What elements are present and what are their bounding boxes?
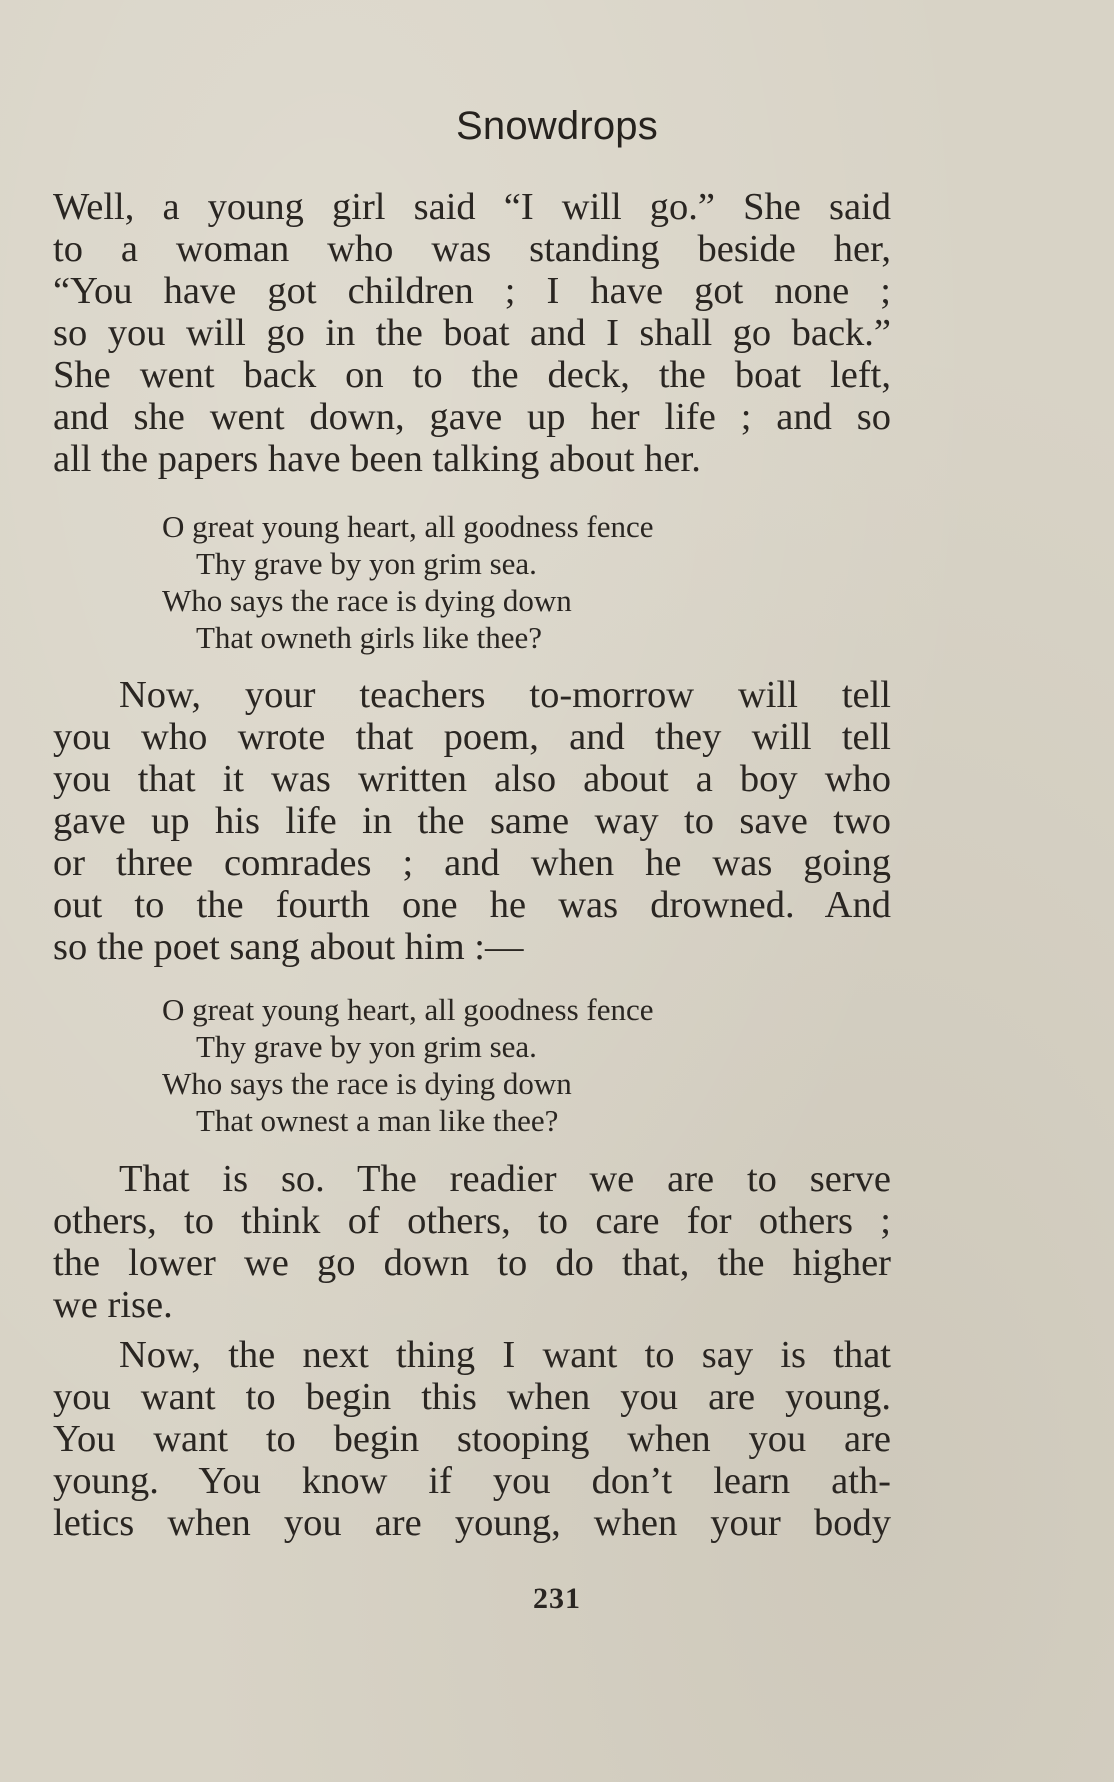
text-line: gave up his life in the same way to save two [53,800,891,842]
text-line: we rise. [53,1284,173,1326]
paragraph-3 [53,1158,891,1326]
text-line: so you will go in the boat and I shall go back.” [53,312,891,354]
verse-line: Who says the race is dying down [162,583,572,618]
text-line: and she went down, gave up her life ; and so [53,396,891,438]
text-line: all the papers have been talking about her. [53,438,701,480]
paragraph-4 [53,1334,891,1544]
paragraph-1 [53,186,891,480]
text-line: Now, the next thing I want to say is that [119,1334,891,1376]
text-line: out to the fourth one he was drowned. And [53,884,891,926]
verse-line: That owneth girls like thee? [196,620,543,655]
text-line: you that it was written also about a boy who [53,758,891,800]
text-line: “You have got children ; I have got none ; [53,270,891,312]
text-line: Now, your teachers to-morrow will tell [119,674,891,716]
text-line: so the poet sang about him :— [53,926,524,968]
verse-line: Thy grave by yon grim sea. [196,546,537,581]
text-line: young. You know if you don’t learn ath- [53,1460,891,1502]
text-line: others, to think of others, to care for others ; [53,1200,891,1242]
text-line: the lower we go down to do that, the higher [53,1242,891,1284]
text-line: She went back on to the deck, the boat left, [53,354,891,396]
running-head-title: Snowdrops [456,104,658,148]
verse-line: Who says the race is dying down [162,1066,572,1101]
text-line: to a woman who was standing beside her, [53,228,891,270]
text-line: letics when you are young, when your body [53,1502,891,1544]
verse-line: That ownest a man like thee? [196,1103,559,1138]
text-line: That is so. The readier we are to serve [119,1158,891,1200]
text-line: Well, a young girl said “I will go.” She said [53,186,891,228]
page-number: 231 [533,1582,581,1615]
verse-stanza-1 [162,508,654,656]
verse-stanza-2 [162,991,654,1139]
text-line: you want to begin this when you are young. [53,1376,891,1418]
verse-line: O great young heart, all goodness fence [162,509,654,544]
text-line: or three comrades ; and when he was going [53,842,891,884]
verse-line: Thy grave by yon grim sea. [196,1029,537,1064]
verse-line: O great young heart, all goodness fence [162,992,654,1027]
paragraph-2 [53,674,891,968]
text-line: You want to begin stooping when you are [53,1418,891,1460]
text-line: you who wrote that poem, and they will tell [53,716,891,758]
